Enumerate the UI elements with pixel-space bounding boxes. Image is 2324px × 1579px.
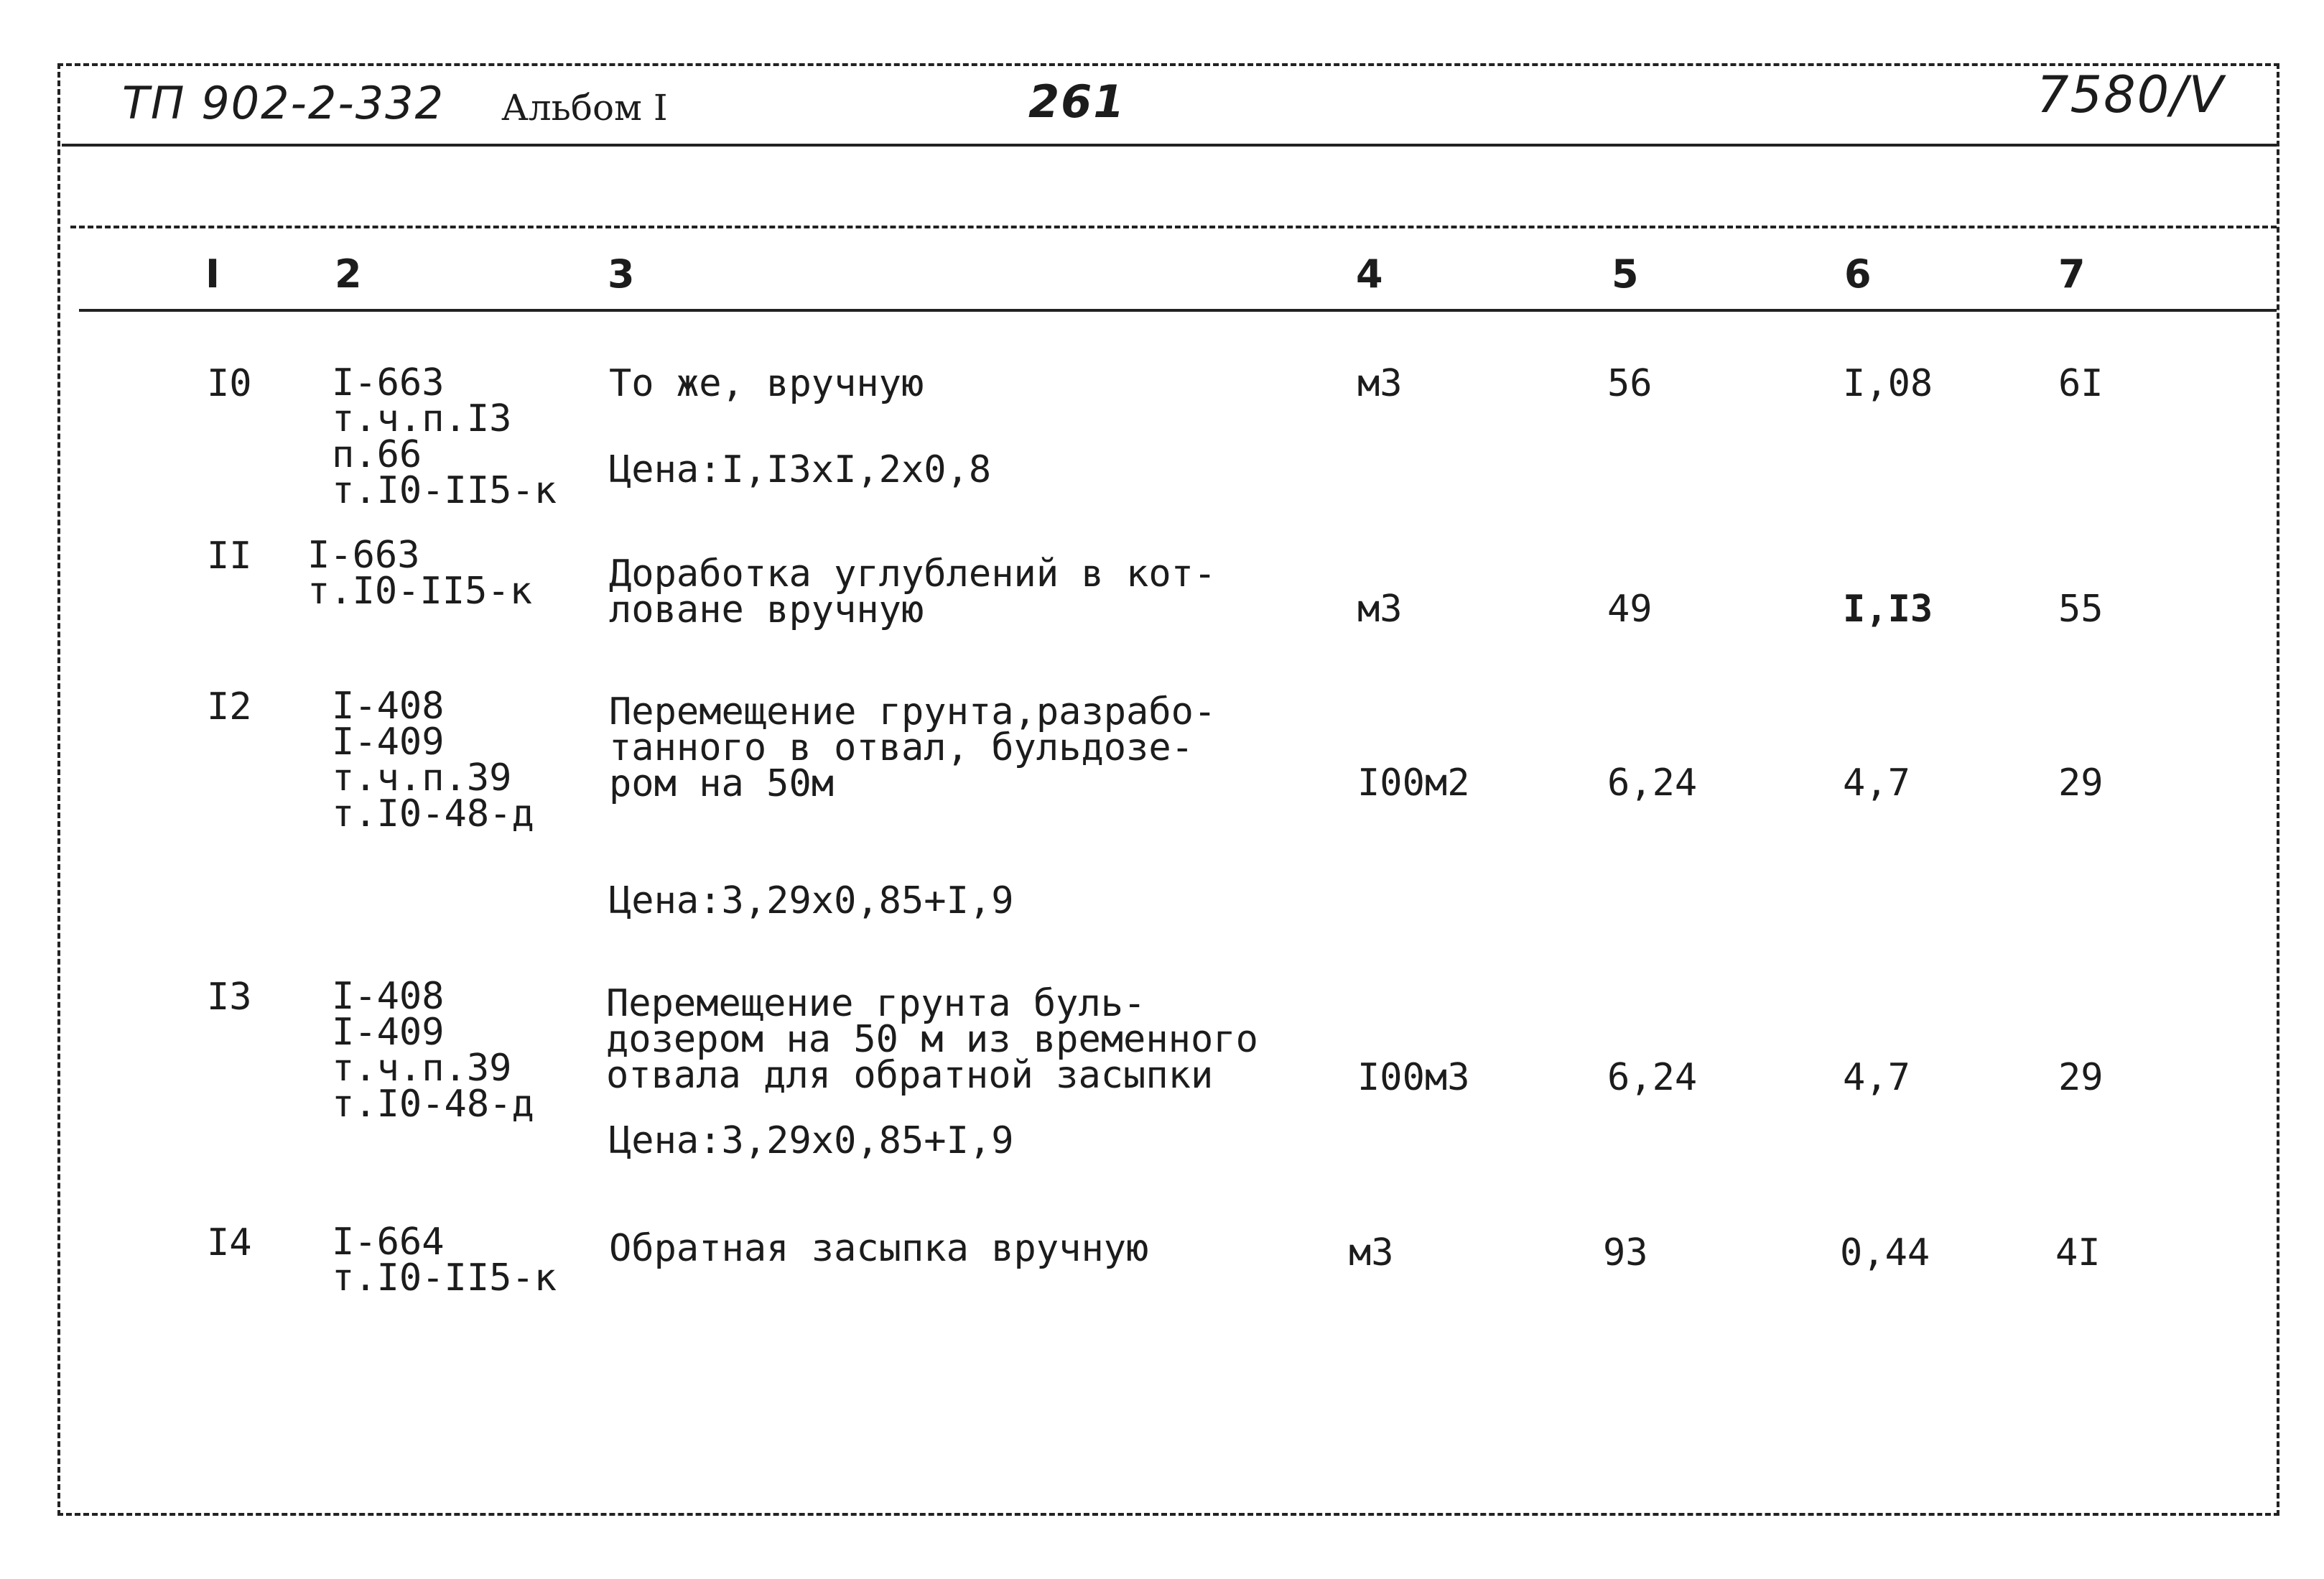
column-header-5: 5 xyxy=(1612,251,1639,297)
column-header-6: 6 xyxy=(1844,251,1872,297)
quantity: 93 xyxy=(1603,1231,1648,1274)
quantity: 6,24 xyxy=(1607,761,1698,805)
norm-codes: I-408 I-409 т.ч.п.39 т.I0-48-д xyxy=(332,975,534,1126)
norm-codes: I-664 т.I0-II5-к xyxy=(332,1221,557,1300)
document-code: ТП 902-2-332 xyxy=(122,77,445,129)
unit-of-measure: м3 xyxy=(1357,362,1403,405)
quantity: 49 xyxy=(1607,588,1653,631)
column-header-3: 3 xyxy=(608,251,635,297)
row-number: I3 xyxy=(207,976,252,1019)
norm-codes: I-408 I-409 т.ч.п.39 т.I0-48-д xyxy=(332,685,534,835)
row-number: I2 xyxy=(207,685,252,728)
unit-cost: 0,44 xyxy=(1840,1231,1930,1274)
work-description: Обратная засыпка вручную xyxy=(609,1227,1149,1270)
unit-of-measure: м3 xyxy=(1349,1231,1394,1274)
norm-codes: I-663 т.I0-II5-к xyxy=(307,534,533,613)
column-header-1: I xyxy=(205,251,220,297)
price-formula: Цена:I,I3хI,2х0,8 xyxy=(609,448,992,491)
unit-of-measure: I00м2 xyxy=(1357,761,1470,805)
total-cost: 29 xyxy=(2058,761,2104,805)
work-description: Доработка углублений в кот- ловане вручную xyxy=(609,552,1217,631)
row-number: I0 xyxy=(207,362,252,405)
column-header-2: 2 xyxy=(335,251,362,297)
column-header-rule xyxy=(79,309,2277,312)
column-header-7: 7 xyxy=(2058,251,2086,297)
column-header-4: 4 xyxy=(1356,251,1383,297)
page-number: 261 xyxy=(1028,75,1126,128)
unit-of-measure: м3 xyxy=(1357,588,1403,631)
total-cost: 55 xyxy=(2058,588,2104,631)
archive-number: 7580/V xyxy=(2037,65,2225,124)
unit-cost: I,I3 xyxy=(1843,588,1933,631)
row-number: I4 xyxy=(207,1221,252,1264)
album-label: Альбом I xyxy=(501,87,668,129)
price-formula: Цена:3,29х0,85+I,9 xyxy=(609,879,1014,922)
unit-cost: I,08 xyxy=(1843,362,1933,405)
norm-codes: I-663 т.ч.п.I3 п.66 т.I0-II5-к xyxy=(332,361,557,512)
work-description: Перемещение грунта буль- дозером на 50 м из временного отвала для обратной засыпки xyxy=(606,982,1258,1097)
unit-cost: 4,7 xyxy=(1843,761,1910,805)
work-description: То же, вручную xyxy=(609,362,924,405)
quantity: 56 xyxy=(1607,362,1653,405)
row-number: II xyxy=(207,534,252,578)
unit-of-measure: I00м3 xyxy=(1357,1056,1470,1099)
quantity: 6,24 xyxy=(1607,1056,1698,1099)
price-formula: Цена:3,29х0,85+I,9 xyxy=(609,1119,1014,1162)
table-top-rule xyxy=(70,226,2277,228)
total-cost: 29 xyxy=(2058,1056,2104,1099)
header-divider xyxy=(62,144,2277,147)
total-cost: 6I xyxy=(2058,362,2104,405)
unit-cost: 4,7 xyxy=(1843,1056,1910,1099)
total-cost: 4I xyxy=(2055,1231,2101,1274)
work-description: Перемещение грунта,разрабо- танного в отвал, бульдозе- ром на 50м xyxy=(609,690,1217,805)
